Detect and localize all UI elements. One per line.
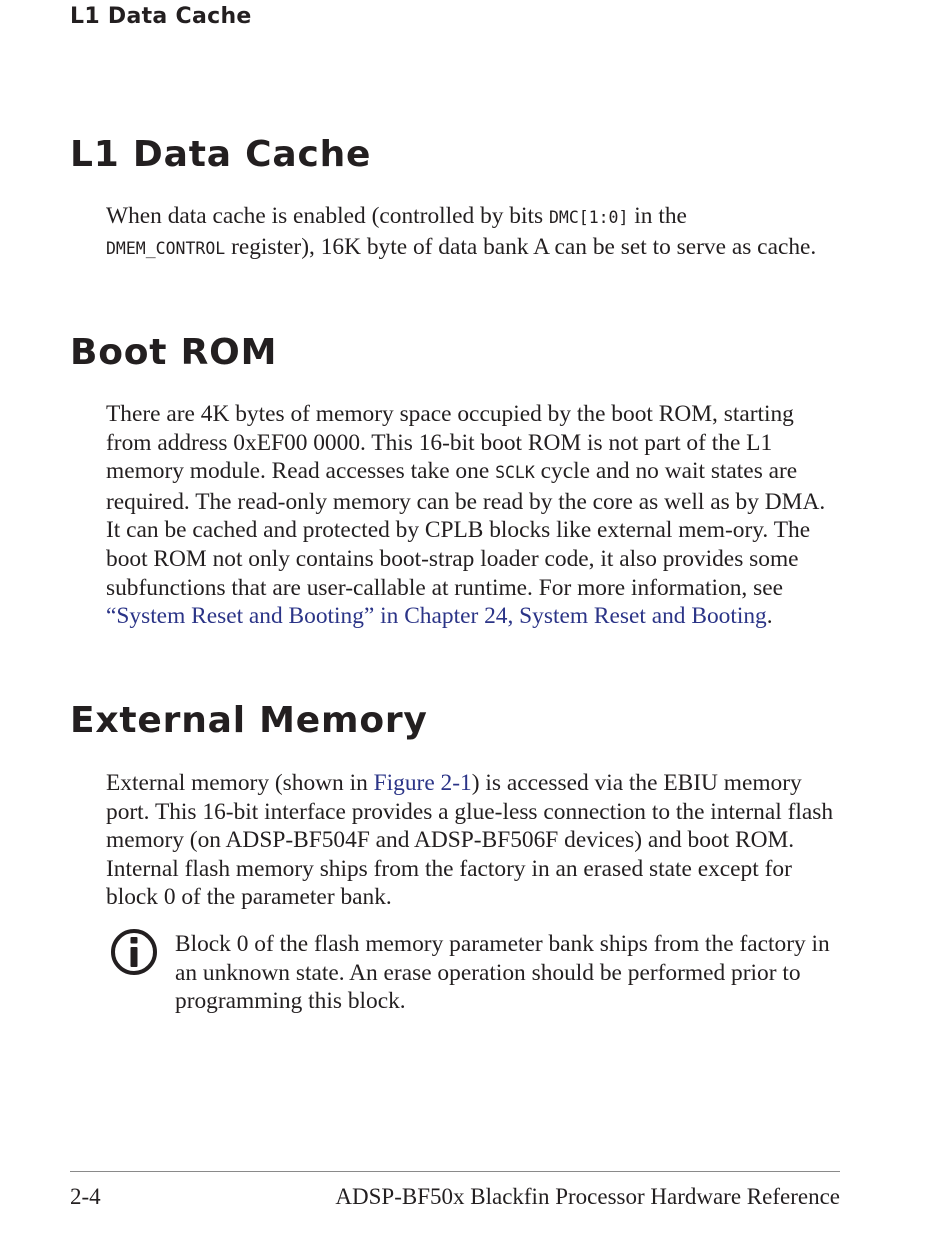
heading-boot-rom: Boot ROM	[70, 332, 278, 373]
paragraph-boot-rom	[106, 400, 842, 631]
text: in the	[628, 203, 687, 229]
heading-l1-data-cache: L1 Data Cache	[70, 134, 372, 175]
footer-divider	[70, 1171, 840, 1172]
text: There are 4K bytes of memory space occupied by the boot ROM, starting from address 0xEF00 0000. This 16-bit boot ROM is not part of the L1 memory module. Read accesses take one	[106, 401, 794, 485]
text: External memory (shown in	[106, 770, 374, 796]
text: .	[766, 603, 773, 630]
text: cycle and no wait states are required. The read-only memory can be read by the core as well as by DMA. It can be cached and protected by CPLB blocks like external mem-ory. The boot ROM not only contains boot-strap loader code, it also provides some subfunctions that are user-callable at runtime. For more information, see	[106, 458, 826, 601]
heading-external-memory: External Memory	[70, 700, 428, 741]
text: When data cache is enabled (controlled by bits	[106, 203, 549, 229]
code-dmc: DMC[1:0]	[548, 208, 629, 227]
code-dmem-control: DMEM_CONTROL	[106, 238, 226, 258]
link-system-reset-booting[interactable]: “System Reset and Booting” in Chapter 24, System Reset and Booting	[106, 603, 767, 630]
text: ) is accessed via the EBIU memory port. This 16-bit interface provides a glue-less connection to the internal flash memory (on ADSP-BF504F and ADSP-BF506F devices) and boot ROM. Internal flash memory ships from the factory in an erased state except for block 0 of the parameter bank.	[106, 770, 834, 911]
paragraph-external-memory	[106, 769, 842, 912]
running-head: L1 Data Cache	[70, 4, 252, 29]
note-text: Block 0 of the flash memory parameter bank ships from the factory in an unknown state. An erase operation should be performed prior to programming this block.	[175, 931, 830, 1015]
info-icon	[110, 928, 158, 976]
book-title: ADSP-BF50x Blackfin Processor Hardware Reference	[335, 1184, 840, 1209]
text: register), 16K byte of data bank A can be set to serve as cache.	[225, 233, 817, 260]
page-number: 2-4	[70, 1184, 101, 1209]
code-sclk: SCLK	[495, 463, 535, 483]
link-figure-2-1[interactable]: Figure 2-1	[373, 770, 472, 796]
paragraph-l1-data-cache	[106, 202, 842, 263]
